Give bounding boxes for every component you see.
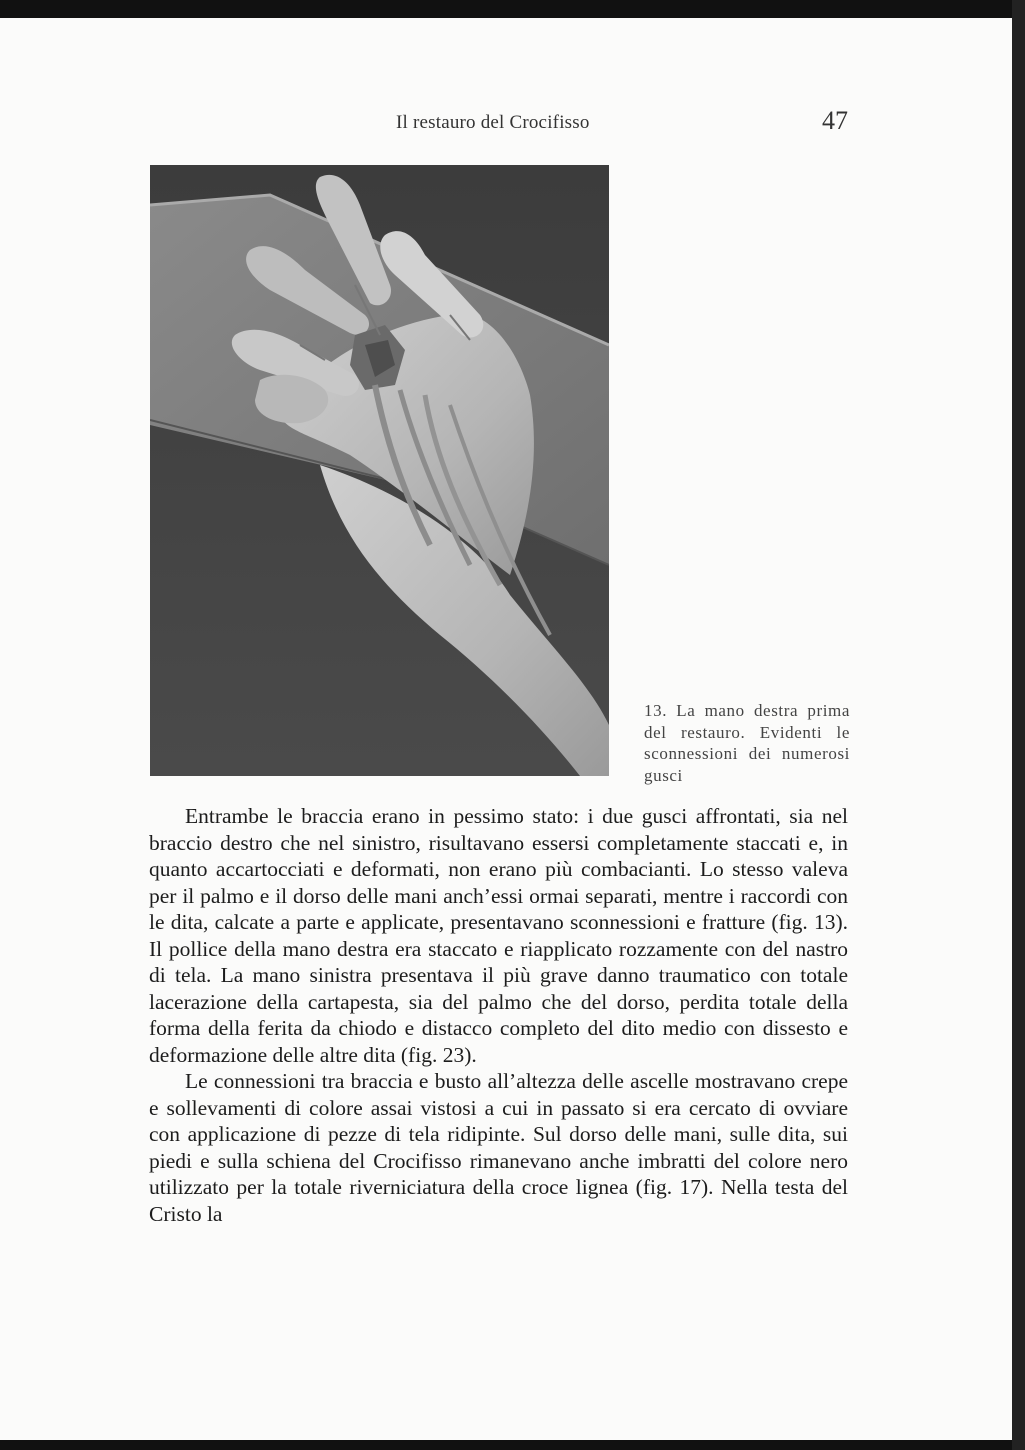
- hand-photograph: [150, 165, 609, 776]
- figure-caption: 13. La mano destra prima del restauro. Evidenti le sconnessioni dei numerosi gusci: [644, 701, 850, 785]
- paragraph-2: Le connessioni tra braccia e busto all’altezza delle ascelle mostravano crepe e sollevamenti di colore assai vistosi a cui in passato si era cercato di ovviare con applicazione di pezze di tela ridipinte. Sul dorso delle mani, sulle dita, sui piedi e sulla schiena del Crocifisso rimanevano anche imbratti del colore nero utilizzato per la totale riverniciatura della croce lignea (fig. 17). Nella testa del Cristo la: [149, 1069, 848, 1226]
- running-title: Il restauro del Crocifisso: [396, 112, 590, 133]
- page-number: 47: [822, 106, 848, 135]
- paragraph-1: Entrambe le braccia erano in pessimo stato: i due gusci affrontati, sia nel braccio destro che nel sinistro, risultavano essersi completamente staccati e, in quanto accartocciati e deformati, non erano più combacianti. Lo stesso valeva per il palmo e il dorso delle mani anch’essi ormai separati, mentre i raccordi con le dita, calcate a parte e applicate, presentavano sconnessioni e fratture (fig. 13). Il pollice della mano destra era staccato e riapplicato rozzamente con del nastro di tela. La mano sinistra presentava il più grave danno traumatico con totale lacerazione della cartapesta, sia del palmo che del dorso, perdita totale della forma della ferita da chiodo e distacco completo del dito medio con dissesto e deformazione delle altre dita (fig. 23).: [149, 804, 848, 1067]
- figure-photo-right-hand: [150, 165, 609, 776]
- scan-border: [1012, 0, 1025, 1450]
- body-text: [149, 803, 848, 1227]
- running-head: [150, 106, 850, 142]
